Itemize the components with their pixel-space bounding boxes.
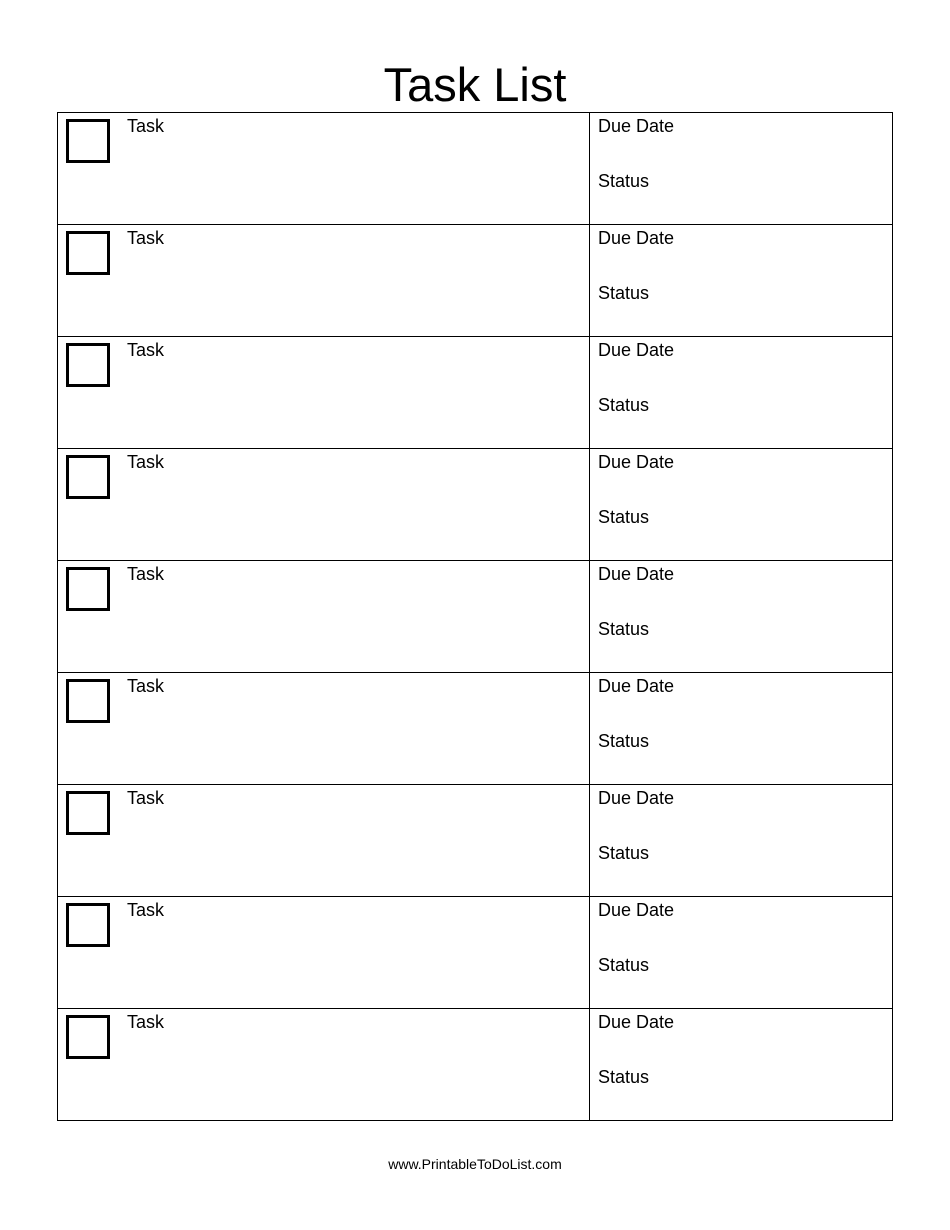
task-label: Task	[127, 788, 165, 808]
task-checkbox[interactable]	[66, 231, 110, 275]
due-date-label: Due Date	[598, 452, 675, 472]
status-label: Status	[598, 507, 650, 527]
status-label: Status	[598, 171, 650, 191]
status-label: Status	[598, 1067, 650, 1087]
status-label: Status	[598, 395, 650, 415]
task-cell	[58, 561, 590, 672]
task-label: Task	[127, 900, 165, 920]
task-label: Task	[127, 116, 165, 136]
meta-cell	[590, 897, 892, 1008]
meta-cell	[590, 673, 892, 784]
meta-cell	[590, 113, 892, 224]
due-date-label: Due Date	[598, 1012, 675, 1032]
task-table	[57, 112, 893, 1121]
task-checkbox[interactable]	[66, 679, 110, 723]
task-row	[58, 449, 892, 561]
due-date-label: Due Date	[598, 788, 675, 808]
task-checkbox[interactable]	[66, 119, 110, 163]
task-cell	[58, 1009, 590, 1120]
task-checkbox[interactable]	[66, 1015, 110, 1059]
task-checkbox[interactable]	[66, 455, 110, 499]
task-label: Task	[127, 1012, 165, 1032]
task-label: Task	[127, 452, 165, 472]
task-label: Task	[127, 228, 165, 248]
status-label: Status	[598, 731, 650, 751]
task-cell	[58, 225, 590, 336]
task-row	[58, 897, 892, 1009]
status-label: Status	[598, 955, 650, 975]
due-date-label: Due Date	[598, 116, 675, 136]
task-checkbox[interactable]	[66, 791, 110, 835]
meta-cell	[590, 449, 892, 560]
task-checkbox[interactable]	[66, 567, 110, 611]
footer-url: www.PrintableToDoList.com	[388, 1156, 562, 1172]
task-cell	[58, 337, 590, 448]
task-label: Task	[127, 340, 165, 360]
task-cell	[58, 449, 590, 560]
task-row	[58, 561, 892, 673]
task-cell	[58, 785, 590, 896]
task-row	[58, 337, 892, 449]
meta-cell	[590, 561, 892, 672]
task-label: Task	[127, 676, 165, 696]
page-title: Task List	[383, 58, 567, 111]
task-row	[58, 113, 892, 225]
task-checkbox[interactable]	[66, 903, 110, 947]
due-date-label: Due Date	[598, 900, 675, 920]
task-checkbox[interactable]	[66, 343, 110, 387]
meta-cell	[590, 225, 892, 336]
meta-cell	[590, 1009, 892, 1120]
task-cell	[58, 897, 590, 1008]
due-date-label: Due Date	[598, 340, 675, 360]
due-date-label: Due Date	[598, 228, 675, 248]
status-label: Status	[598, 843, 650, 863]
due-date-label: Due Date	[598, 676, 675, 696]
task-label: Task	[127, 564, 165, 584]
task-row	[58, 785, 892, 897]
meta-cell	[590, 785, 892, 896]
task-row	[58, 1009, 892, 1121]
task-row	[58, 225, 892, 337]
due-date-label: Due Date	[598, 564, 675, 584]
task-cell	[58, 113, 590, 224]
meta-cell	[590, 337, 892, 448]
status-label: Status	[598, 283, 650, 303]
status-label: Status	[598, 619, 650, 639]
task-row	[58, 673, 892, 785]
task-cell	[58, 673, 590, 784]
